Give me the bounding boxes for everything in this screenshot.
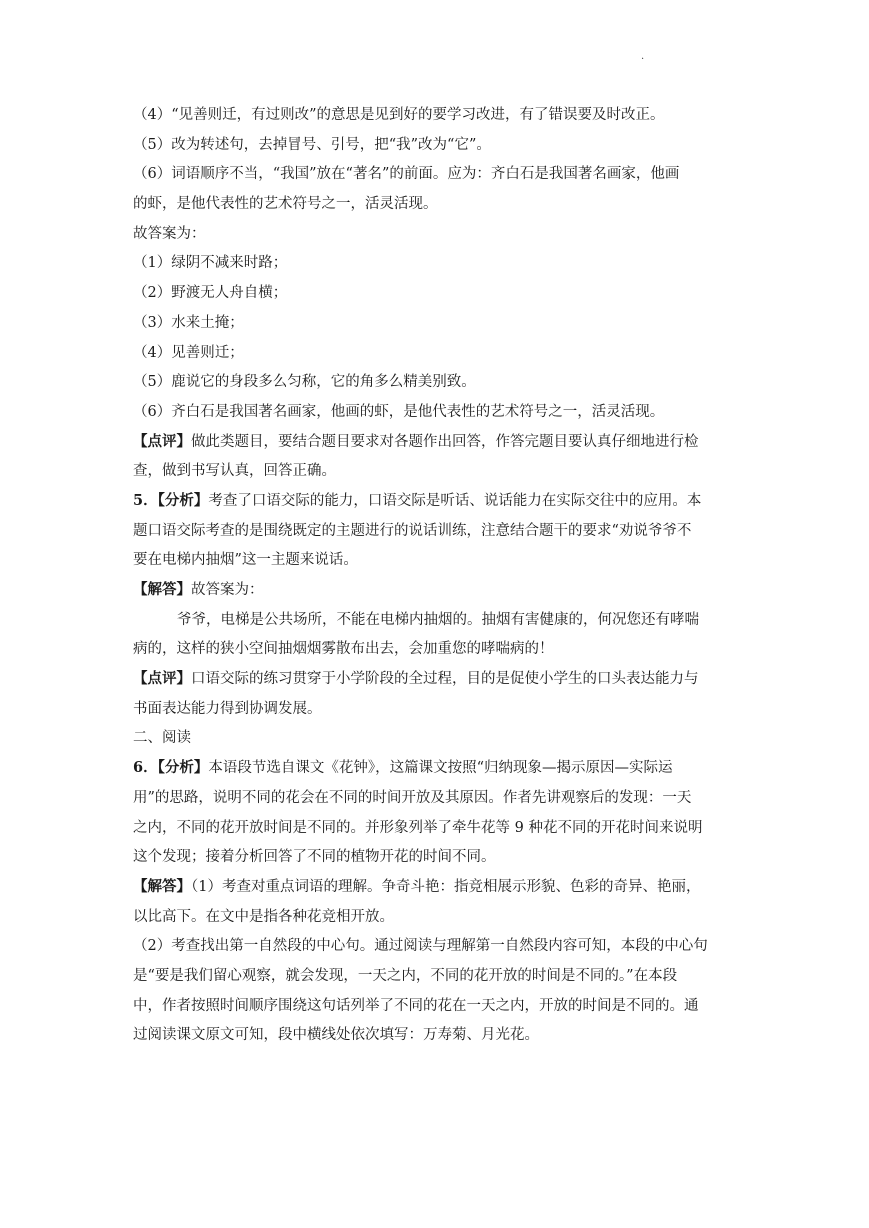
text-line [133,961,743,991]
line-text: 题口语交际考查的是围绕既定的主题进行的说话训练，注意结合题干的要求“劝说爷爷不 [133,522,692,539]
line-text: （3）水来土掩； [133,314,244,331]
bold-label: 6．【分析】 [133,759,209,777]
text-line [133,813,743,843]
text-line [133,634,743,664]
bold-label: 【点评】 [133,670,191,688]
text-line [133,427,743,457]
bold-label: 【解答】 [133,877,191,895]
text-line [133,575,743,605]
top-dot-mark: . [641,51,645,62]
line-text: 是“要是我们留心观察，就会发现，一天之内，不同的花开放的时间是不同的。”在本段 [133,967,678,984]
text-line [133,605,743,635]
text-line [133,278,743,308]
text-line [133,902,743,932]
text-line [133,1020,743,1050]
line-text: 用”的思路，说明不同的花会在不同的时间开放及其原因。作者先讲观察后的发现：一天 [133,789,692,806]
line-text: 本语段节选自课文《花钟》，这篇课文按照“归纳现象—揭示原因—实际运 [208,760,673,777]
text-line [133,842,743,872]
text-line [133,130,743,160]
text-line [133,189,743,219]
line-text: 故答案为： [191,582,264,598]
text-line [133,516,743,546]
answer-analysis-text [133,100,743,1050]
text-line [133,367,743,397]
line-text: （1）绿阴不减来时路； [133,255,288,272]
line-text: 过阅读课文原文可知，段中横线处依次填写：万寿菊、月光花。 [133,1027,539,1044]
text-line [133,872,743,902]
bold-label: 【解答】 [133,581,191,598]
line-text: 的虾，是他代表性的艺术符号之一，活灵活现。 [133,196,438,213]
line-text: （4）“见善则迁，有过则改”的意思是见到好的要学习改进，有了错误要及时改正。 [133,107,665,123]
line-text: 中，作者按照时间顺序围绕这句话列举了不同的花在一天之内，开放的时间是不同的。通 [133,997,699,1014]
line-text: 口语交际的练习贯穿于小学阶段的全过程，目的是促使小学生的口头表达能力与 [191,671,699,688]
line-text: 病的，这样的狭小空间抽烟烟雾散布出去，会加重您的哮喘病的！ [133,641,554,658]
line-text: 以比高下。在文中是指各种花竞相开放。 [133,908,394,925]
line-text: 爷爷，电梯是公共场所，不能在电梯内抽烟的。抽烟有害健康的，何况您还有哮喘 [177,611,699,628]
line-text: （5）改为转述句，去掉冒号、引号，把“我”改为“它”。 [133,136,491,153]
text-line [133,100,743,130]
text-line [133,219,743,249]
text-line [133,783,743,813]
bold-label: 【点评】 [133,432,191,450]
line-text: 之内，不同的花开放时间是不同的。并形象列举了牵牛花等 9 种花不同的开花时间来说明 [133,819,703,836]
line-text: 做此类题目，要结合题目要求对各题作出回答，作答完题目要认真仔细地进行检 [191,433,699,450]
line-text: （6）齐白石是我国著名画家，他画的虾，是他代表性的艺术符号之一，活灵活现。 [133,403,665,420]
text-line [133,397,743,427]
line-text: （1）考查对重点词语的理解。争奇斗艳：指竞相展示形貌、色彩的奇异、艳丽， [191,878,701,895]
text-line [133,545,743,575]
bold-label: 5．【分析】 [133,491,209,509]
line-text: 书面表达能力得到协调发展。 [133,700,322,717]
line-text: （4）见善则迁； [133,344,244,361]
text-line [133,931,743,961]
text-line [133,338,743,368]
line-text: 考查了口语交际的能力，口语交际是听话、说话能力在实际交往中的应用。本 [208,492,702,509]
line-text: （2）考查找出第一自然段的中心句。通过阅读与理解第一自然段内容可知，本段的中心句 [133,938,708,955]
text-line [133,694,743,724]
line-text: 这个发现；接着分析回答了不同的植物开花的时间不同。 [133,849,496,866]
line-text: 查，做到书写认真，回答正确。 [133,463,336,480]
line-text: （6）词语顺序不当，“我国”放在“著名”的前面。应为：齐白石是我国著名画家，他画 [133,166,680,183]
text-line [133,159,743,189]
text-line [133,248,743,278]
text-line [133,753,743,783]
text-line [133,486,743,516]
text-line [133,456,743,486]
line-text: 要在电梯内抽烟”这一主题来说话。 [133,552,358,569]
text-line [133,991,743,1021]
text-line [133,664,743,694]
line-text: （5）鹿说它的身段多么匀称，它的角多么精美别致。 [133,374,476,391]
line-text: （2）野渡无人舟自横； [133,285,288,302]
line-text: 二、阅读 [133,730,191,747]
line-text: 故答案为： [133,225,206,242]
text-line [133,308,743,338]
text-line [133,723,743,753]
